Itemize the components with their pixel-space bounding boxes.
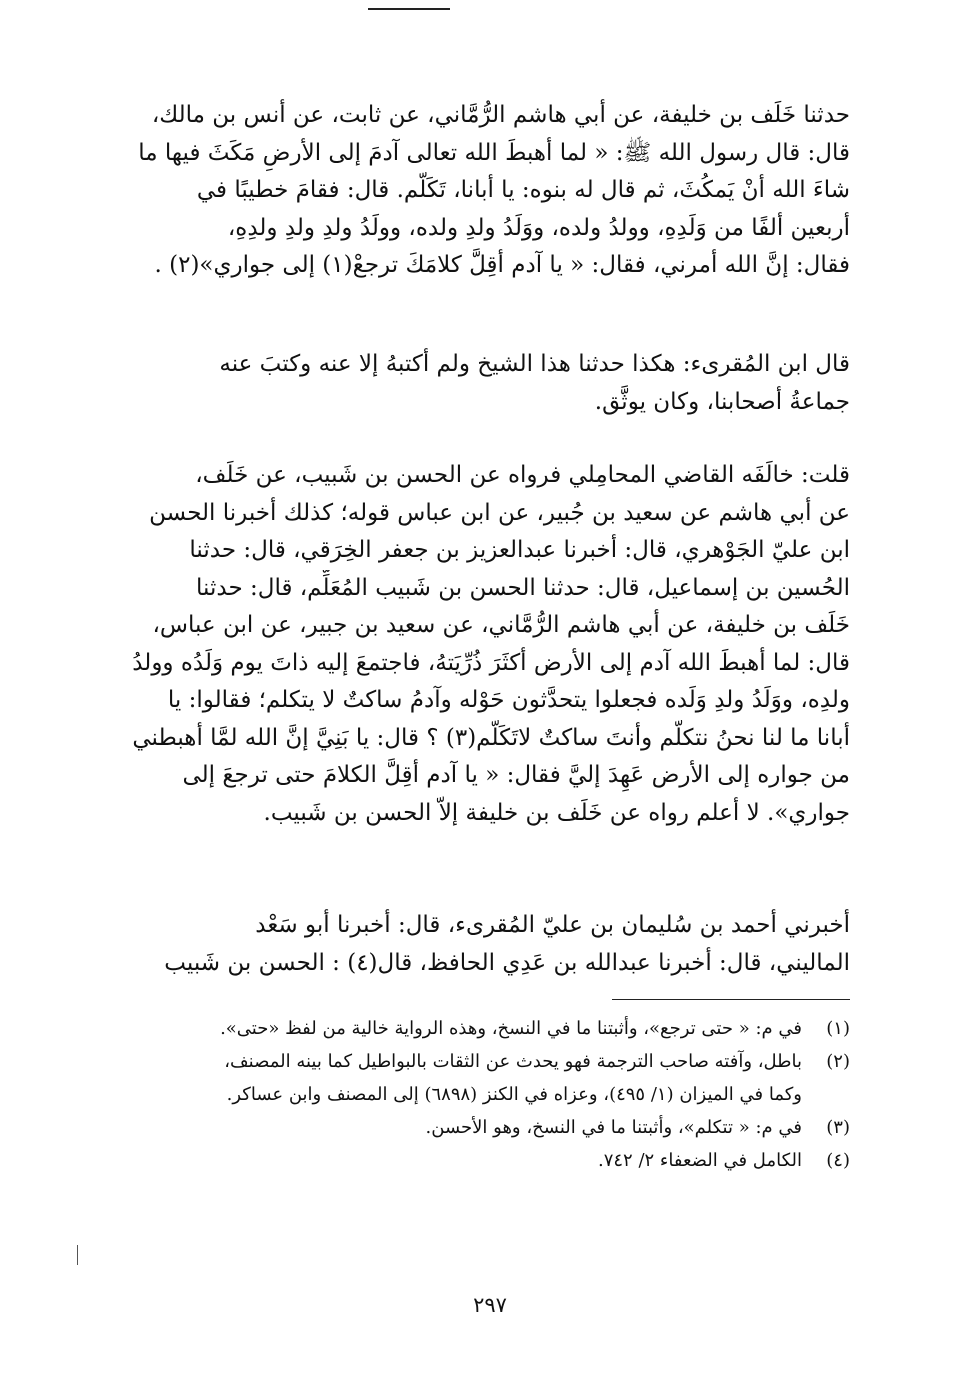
footnote-text: وكما في الميزان (١/ ٤٩٥)، وعزاه في الكنز (٦٨٩٨) إلى المصنف وابن عساكر. (226, 1084, 802, 1105)
paragraph-2 (130, 346, 850, 421)
text-line: جواري». لا أعلم رواه عن خَلَف بن خليفة إلاّ الحسن بن شَبيب. (263, 799, 850, 826)
text-line: من جواره إلى الأرض عَهِدَ إليَّ فقال: « يا آدم أقِلَّ الكلامَ حتى ترجعَ إلى (182, 762, 850, 788)
footnote-4 (150, 1144, 850, 1177)
footnote-text: في م: « حتى ترجع»، وأثبتنا ما في النسخ، وهذه الرواية خالية من لفظ «حتى». (220, 1018, 802, 1039)
paragraph-3 (130, 457, 850, 832)
text-line: عن أبي هاشم عن سعيد بن جُبير، عن ابن عباس قوله؛ كذلك أخبرنا الحسن (149, 499, 850, 526)
footnote-number: (٣) (826, 1117, 850, 1138)
footnotes (150, 1012, 850, 1177)
margin-mark (77, 1245, 78, 1265)
text-line: أربعين ألفًا من وَلَدِهِ، وولدُ ولده، ووَلَدُ ولدِ ولده، وولَدُ ولدِ ولدِ ولدِهِ، (227, 214, 850, 241)
text-line: فقال: إنَّ الله أمرني، فقال: « يا آدم أقِلَّ كلامَكَ ترجعْ(١) إلى جواري»(٢) . (154, 252, 850, 278)
page-number: ٢٩٧ (473, 1293, 507, 1317)
text-line: خَلَف بن خليفة، عن أبي هاشم الرُّمَّاني، عن سعيد بن جبير، عن ابن عباس، (152, 612, 850, 638)
footnote-text: في م: « تتكلم»، وأثبتنا ما في النسخ، وهو الأحسن. (425, 1117, 802, 1138)
footnote-number: (٤) (826, 1150, 850, 1171)
footnote-2 (150, 1045, 850, 1111)
text-line: جماعةُ أصحابنا، وكان يوثَّق. (594, 388, 850, 415)
paragraph-4 (130, 907, 850, 982)
top-rule (368, 8, 450, 10)
text-line: الحُسين بن إسماعيل، قال: حدثنا الحسن بن شَبيب المُعَلِّم، قال: حدثنا (196, 574, 850, 601)
text-line: الماليني، قال: أخبرنا عبدالله بن عَدِي الحافظ، قال(٤) : الحسن بن شَبيب (164, 949, 850, 976)
footnote-3 (150, 1111, 850, 1144)
text-line: ولدِه، ووَلَدُ ولدِ وَلَده فجعلوا يتحدَّثون حَوْله وآدمُ ساكتٌ لا يتكلم؛ فقالوا: يا (167, 687, 850, 713)
text-line: قال ابن المُقرىء: هكذا حدثنا هذا الشيخ ولم أكتبهُ إلا عنه وكتبَ عنه (219, 351, 850, 377)
text-line: قلت: خالَفَه القاضي المحامِلي فرواه عن الحسن بن شَبيب، عن خَلَف، (195, 462, 850, 488)
text-line: أخبرني أحمد بن سُليمان بن عليّ المُقرىء، قال: أخبرنا أبو سَعْد (255, 912, 850, 938)
text-line: حدثنا خَلَف بن خليفة، عن أبي هاشم الرُّمَّاني، عن ثابت، عن أنس بن مالك، (151, 102, 850, 128)
paragraph-1 (130, 97, 850, 285)
footnote-separator (612, 999, 850, 1000)
footnote-text: باطل، وآفته صاحب الترجمة فهو يحدث عن الثقات بالبواطيل كما بينه المصنف، (224, 1051, 802, 1072)
text-line: قال: لما أهبطَ الله آدم إلى الأرض أكثَرَ ذُرِّيَتهُ، فاجتمعَ إليه ذاتَ يوم وَلَدُه وولدُ (132, 649, 850, 676)
text-line: ابن عليّ الجَوْهري، قال: أخبرنا عبدالعزيز بن جعفر الخِرَقي، قال: حدثنا (189, 537, 850, 563)
footnote-1 (150, 1012, 850, 1045)
text-line: أبانا ما لنا نحنُ نتكلَّم وأنتَ ساكتٌ لاتَكَلَّم(٣) ؟ قال: يا بَنِيَّ إنَّ الله لمَّا أهبطني (132, 724, 850, 751)
text-line: شاءَ الله أنْ يَمكُثَ، ثم قال له بنوه: يا أبانا، تَكَلَّم. قال: فقامَ خطيبًا في (196, 177, 850, 203)
footnote-number: (٢) (826, 1051, 850, 1072)
footnote-number: (١) (826, 1018, 850, 1039)
footnote-text: الكامل في الضعفاء ٢/ ٧٤٢. (597, 1150, 802, 1171)
text-line: قال: قال رسول الله ﷺ: « لما أهبطَ الله تعالى آدمَ إلى الأرضِ مَكَثَ فيها ما (138, 139, 850, 166)
